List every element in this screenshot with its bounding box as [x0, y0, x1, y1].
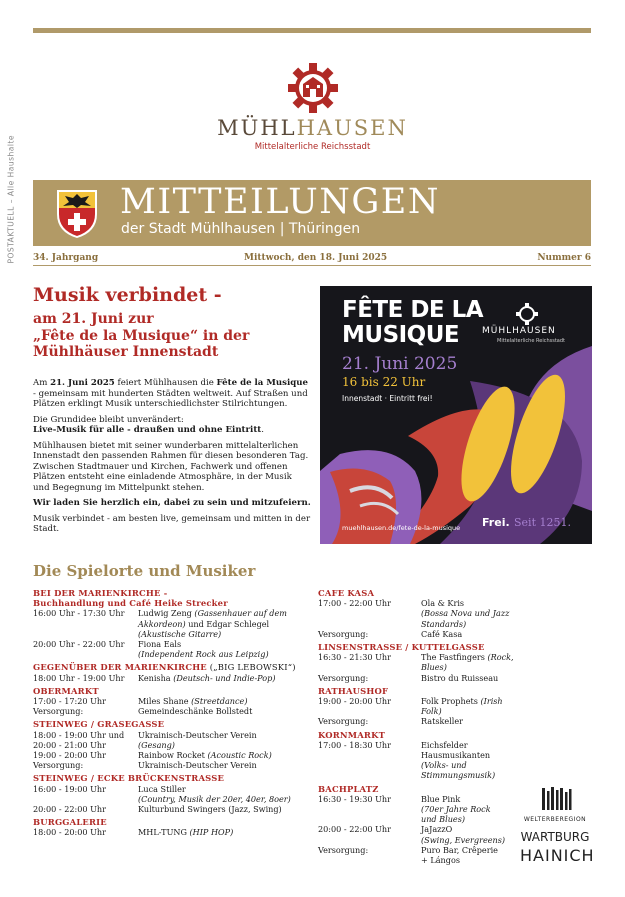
venue-heading: BURGGALERIE — [33, 817, 107, 828]
masthead-band — [33, 180, 591, 246]
side-postal-text: POSTAKTUELL – Alle Haushalte — [6, 134, 16, 264]
act-genre: (Independent Rock aus Leipzig) — [138, 649, 269, 660]
row-act — [138, 827, 311, 837]
region-logo-line-2: WARTBURG — [520, 830, 590, 844]
row-act: Café Kasa — [421, 628, 463, 639]
poster-url: muehlhausen.de/fete-de-la-musique — [342, 524, 461, 532]
subline-3: Mühlhäuser Innenstadt — [33, 344, 219, 360]
act-name: Blue Pink — [421, 793, 461, 804]
poster-time: 16 bis 22 Uhr — [342, 375, 426, 389]
row-act: Kulturbund Swingers (Jazz, Swing) — [138, 804, 282, 815]
row-time: Versorgung: — [318, 672, 369, 683]
schedule-row — [33, 639, 311, 659]
section-title: Die Spielorte und Musiker — [33, 562, 256, 580]
venues-left-column — [33, 587, 311, 838]
row-act: Ukrainisch-Deutscher Verein — [138, 760, 257, 771]
schedule-row — [33, 730, 311, 740]
act-name: JaJazzO — [421, 824, 453, 835]
row-act — [421, 824, 511, 844]
paragraph-1 — [33, 378, 311, 410]
issue-volume: 34. Jahrgang — [33, 253, 99, 263]
poster-slogan-a: Frei. — [482, 516, 510, 529]
issue-date: Mittwoch, den 18. Juni 2025 — [244, 253, 388, 263]
venue-heading: STEINWEG / ECKE BRÜCKENSTRASSE — [33, 773, 225, 784]
schedule-row — [33, 696, 311, 706]
venues-right-column — [318, 587, 523, 865]
city-emblem-icon — [285, 62, 341, 114]
row-time: 17:00 - 17:20 Uhr — [33, 696, 107, 707]
row-time: 17:00 - 18:30 Uhr — [318, 739, 392, 750]
row-act: Bistro du Ruisseau — [421, 672, 499, 683]
row-act — [421, 652, 523, 672]
paragraph-2 — [33, 415, 311, 436]
venue-heading: KORNMARKT — [318, 729, 386, 740]
act-genre: (HIP HOP) — [189, 827, 234, 838]
row-act — [138, 639, 311, 659]
row-time: 19:00 - 20:00 Uhr — [318, 696, 392, 707]
row-time: 16:00 Uhr - 17:30 Uhr — [33, 608, 125, 619]
region-logo-line-1: WELTERBEREGION — [523, 816, 587, 823]
act-genre: (Gassenhauer auf dem Akkordeon) — [138, 608, 287, 629]
p2-a: Die Grundidee bleibt unverändert: — [33, 414, 184, 425]
schedule-row — [318, 598, 523, 629]
row-act — [138, 740, 311, 750]
act-name: Ola & Kris — [421, 598, 465, 609]
p1-e: - gemeinsam mit hunderten Städten weltweit. Auf Straßen und Plätzen erklingt Musik unterschiedlichster Stilrichtungen. — [33, 388, 308, 409]
row-time: Versorgung: — [318, 844, 369, 855]
schedule-row — [33, 804, 311, 814]
row-act — [138, 608, 311, 639]
venue-name-suffix: („BIG LEBOWSKI“) — [206, 662, 296, 673]
schedule-row — [33, 608, 311, 639]
row-time: 17:00 - 22:00 Uhr — [318, 598, 392, 609]
coat-of-arms-icon — [55, 188, 99, 240]
schedule-row — [318, 652, 523, 672]
poster-title — [342, 298, 483, 348]
p1-date: 21. Juni 2025 — [50, 378, 115, 388]
act-genre: (Gesang) — [138, 739, 175, 750]
poster-location: Innenstadt · Eintritt frei! — [342, 394, 433, 403]
row-act — [138, 673, 311, 683]
issue-info-bar — [33, 251, 591, 266]
schedule-row — [318, 794, 523, 825]
act-genre: (Bossa Nova und Jazz Standards) — [421, 608, 510, 629]
row-time: Versorgung: — [33, 706, 84, 717]
row-act — [421, 696, 523, 716]
row-act — [421, 740, 523, 781]
schedule-row — [318, 696, 523, 716]
paragraph-3: Mühlhausen bietet mit seiner wunderbaren mittelalterlichen Innenstadt den passenden Rahmen für diesen besonderen Tag. Zwischen Stadtmauer und Kirchen, Fachwerk und offenen Plätzen entsteht eine einladende Atmosphäre, in der Musik und Begegnung im Mittelpunkt stehen. — [33, 440, 309, 493]
act-genre: (70er Jahre Rock und Blues) — [421, 804, 491, 825]
venue-name: BEI DER MARIENKIRCHE - — [33, 588, 168, 598]
article-subline — [33, 311, 313, 361]
row-time: Versorgung: — [318, 628, 369, 639]
venue-heading: OBERMARKT — [33, 685, 99, 696]
row-time: 20:00 - 21:00 Uhr — [33, 739, 107, 750]
row-time: 18:00 - 20:00 Uhr — [33, 827, 107, 838]
venue-name-2: Buchhandlung und Café Heike Strecker — [33, 598, 228, 609]
masthead-subtitle: der Stadt Mühlhausen | Thüringen — [121, 221, 361, 237]
act-name: Ludwig Zeng — [138, 608, 195, 619]
row-act — [421, 794, 501, 825]
act-genre: (Swing, Evergreens) — [421, 834, 506, 845]
masthead-title: MITTEILUNGEN — [120, 182, 440, 222]
row-act — [138, 696, 311, 706]
venue-heading — [33, 588, 311, 608]
row-time: 19:00 - 20:00 Uhr — [33, 750, 107, 761]
region-logo-icon — [520, 786, 590, 814]
venue-heading: CAFE KASA — [318, 588, 375, 598]
brand-subtitle: Mittelalterliche Reichsstadt — [254, 142, 371, 152]
schedule-row — [318, 845, 523, 865]
poster-brand-subtitle: Mittelalterliche Reichsstadt — [497, 338, 565, 344]
poster-title-1: FÊTE DE LA — [342, 297, 484, 323]
venue-heading: LINSENSTRASSE / KUTTELGASSE — [318, 642, 485, 653]
p1-c: feiert Mühlhausen die — [114, 378, 217, 388]
brand-part-1: MÜHL — [217, 116, 297, 140]
row-act: Gemeindeschänke Bollstedt — [138, 706, 253, 717]
venue-name: GEGENÜBER DER MARIENKIRCHE — [33, 662, 207, 673]
act-genre: (Streetdance) — [191, 696, 248, 707]
poster-brand: MÜHLHAUSEN — [482, 326, 556, 336]
article-body — [33, 378, 311, 540]
act-name: The Fastfingers — [421, 652, 488, 663]
schedule-row — [318, 629, 523, 639]
schedule-row — [33, 673, 311, 683]
act-name: Folk Prophets — [421, 696, 481, 707]
p2-c: . — [261, 425, 264, 435]
row-act — [138, 784, 311, 804]
poster-emblem-icon — [516, 303, 538, 325]
p1-event: Fête de la Musique — [216, 378, 308, 388]
venue-heading: RATHAUSHOF — [318, 685, 389, 696]
paragraph-4: Wir laden Sie herzlich ein, dabei zu sein und mitzufeiern. — [33, 498, 311, 508]
venue-heading — [33, 662, 311, 672]
row-act: Ukrainisch-Deutscher Verein — [138, 729, 257, 740]
row-act — [138, 750, 311, 760]
act-name: MHL-TUNG — [138, 827, 190, 838]
venue-heading: BACHPLATZ — [318, 783, 379, 794]
row-time: 18:00 - 19:00 Uhr und — [33, 729, 125, 740]
row-time: 20:00 Uhr - 22:00 Uhr — [33, 639, 125, 650]
act-genre: (Country, Musik der 20er, 40er, 8oer) — [138, 793, 291, 804]
act-name: Kenisha — [138, 672, 174, 683]
schedule-row — [318, 740, 523, 781]
schedule-row — [318, 673, 523, 683]
region-logo-line-3: HAINICH — [520, 846, 595, 865]
act-name: Luca Stiller — [138, 783, 186, 794]
paragraph-5: Musik verbindet - am besten live, gemeinsam und mitten in der Stadt. — [33, 513, 311, 534]
row-time: Versorgung: — [33, 760, 84, 771]
row-time: 18:00 Uhr - 19:00 Uhr — [33, 672, 125, 683]
row-time: 20:00 - 22:00 Uhr — [318, 824, 392, 835]
row-time: 16:30 - 21:30 Uhr — [318, 652, 392, 663]
act-genre: (Irish Folk) — [421, 696, 503, 717]
act-name: Rainbow Rocket — [138, 750, 208, 761]
row-time: 20:00 - 22:00 Uhr — [33, 804, 107, 815]
act-name-2: und Edgar Schlegel — [185, 618, 270, 629]
schedule-row — [318, 824, 523, 844]
row-act: Ratskeller — [421, 716, 464, 727]
poster-title-2: MUSIQUE — [342, 322, 460, 348]
article-headline: Musik verbindet - — [33, 284, 222, 306]
brand-wordmark — [0, 116, 625, 140]
act-genre: (Rock, Blues) — [421, 652, 514, 673]
top-rule — [33, 28, 591, 33]
p2-b: Live-Musik für alle - draußen und ohne Eintritt — [33, 425, 262, 435]
event-poster — [320, 286, 592, 544]
subline-1: am 21. Juni zur — [33, 311, 154, 327]
row-time: 16:30 - 19:30 Uhr — [318, 793, 392, 804]
row-act: Puro Bar, Crêperie + Lángos — [421, 844, 498, 866]
act-genre: (Acoustic Rock) — [207, 750, 272, 761]
act-genre: (Deutsch- und Indie-Pop) — [173, 672, 276, 683]
schedule-row — [33, 827, 311, 837]
region-logo — [520, 786, 595, 878]
brand-part-2: HAUSEN — [296, 116, 408, 140]
poster-date: 21. Juni 2025 — [342, 354, 458, 374]
poster-slogan-b: Seit 1251. — [514, 516, 571, 529]
act-name: Eichsfelder Hausmusikanten — [421, 739, 491, 761]
schedule-row — [33, 784, 311, 804]
schedule-row — [33, 706, 311, 716]
schedule-row — [33, 740, 311, 750]
act-name: Fiona Eals — [138, 639, 182, 650]
issue-number: Nummer 6 — [537, 253, 591, 263]
subline-2: „Fête de la Musique“ in der — [33, 327, 250, 344]
p1-a: Am — [33, 378, 51, 388]
act-name: Miles Shane — [138, 696, 192, 707]
act-genre-2: (Akustische Gitarre) — [138, 628, 222, 639]
row-time: 16:00 - 19:00 Uhr — [33, 783, 107, 794]
schedule-row — [33, 750, 311, 760]
act-genre: (Volks- und Stimmungsmusik) — [421, 760, 496, 781]
row-act — [421, 598, 523, 629]
row-time: Versorgung: — [318, 716, 369, 727]
schedule-row — [33, 760, 311, 770]
venue-heading: STEINWEG / GRASEGASSE — [33, 719, 165, 730]
schedule-row — [318, 716, 523, 726]
